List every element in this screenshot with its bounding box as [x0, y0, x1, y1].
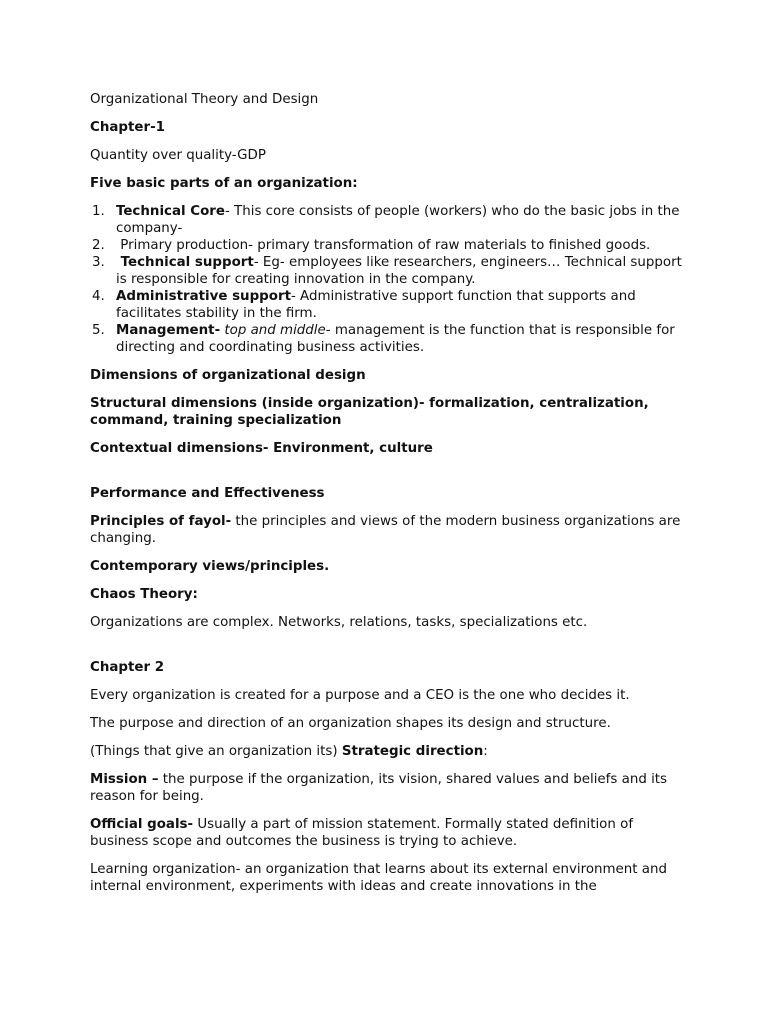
list-item	[90, 288, 685, 322]
list-item	[90, 237, 685, 254]
purpose-ceo-line: Every organization is created for a purpose and a CEO is the one who decides it.	[90, 688, 630, 703]
list-text: - Administrative support function that supports and facilitates stability in the firm.	[116, 289, 636, 321]
strategic-pre: (Things that give an organization its)	[90, 744, 342, 759]
list-item	[90, 322, 685, 356]
complex-line: Organizations are complex. Networks, relations, tasks, specializations etc.	[90, 615, 588, 630]
quantity-line: Quantity over quality-GDP	[90, 148, 266, 163]
strategic-term: Strategic direction	[341, 744, 484, 759]
purpose-direction-line: The purpose and direction of an organization shapes its design and structure.	[90, 716, 611, 731]
spacer	[90, 468, 685, 485]
list-term: Technical support	[116, 255, 254, 270]
spacer	[90, 642, 685, 659]
list-item	[90, 254, 685, 288]
list-number: 2.	[92, 238, 105, 253]
document-title: Organizational Theory and Design	[90, 92, 319, 107]
list-term: Administrative support	[116, 289, 291, 304]
list-text: - management is the function that is responsible for directing and coordinating business activities.	[116, 323, 675, 355]
strategic-post: :	[483, 744, 488, 759]
fayol-text: the principles and views of the modern business organizations are changing.	[90, 514, 681, 546]
fayol-term: Principles of fayol-	[90, 514, 232, 529]
list-number: 1.	[92, 204, 105, 219]
mission-term: Mission –	[90, 772, 159, 787]
document-page	[90, 91, 685, 906]
list-number: 4.	[92, 289, 105, 304]
mission-paragraph	[90, 771, 685, 805]
list-term: Management-	[116, 323, 221, 338]
contemporary-heading: Contemporary views/principles.	[90, 559, 330, 574]
structural-dimensions: Structural dimensions (inside organization)- formalization, centralization, command, training specialization	[90, 396, 649, 428]
fayol-paragraph	[90, 513, 685, 547]
list-text: - This core consists of people (workers) who do the basic jobs in the company-	[116, 204, 680, 236]
learning-paragraph: Learning organization- an organization that learns about its external environment and internal environment, experiments with ideas and create innovations in the	[90, 862, 667, 894]
dimensions-heading: Dimensions of organizational design	[90, 368, 366, 383]
five-parts-heading: Five basic parts of an organization:	[90, 176, 358, 191]
strategic-direction-line	[90, 743, 685, 760]
goals-paragraph	[90, 816, 685, 850]
list-term: Technical Core	[116, 204, 225, 219]
chapter-1-heading: Chapter-1	[90, 120, 165, 135]
list-number: 3.	[92, 255, 105, 270]
list-item	[90, 203, 685, 237]
five-parts-list	[90, 203, 685, 356]
list-text: - Eg- employees like researchers, engineers… Technical support is responsible for creating innovation in the company.	[116, 255, 682, 287]
contextual-dimensions: Contextual dimensions- Environment, culture	[90, 441, 433, 456]
chaos-heading: Chaos Theory:	[90, 587, 198, 602]
performance-heading: Performance and Effectiveness	[90, 486, 325, 501]
list-text: Primary production- primary transformation of raw materials to finished goods.	[116, 238, 651, 253]
goals-term: Official goals-	[90, 817, 194, 832]
list-italic: top and middle	[220, 323, 326, 338]
list-number: 5.	[92, 323, 105, 338]
chapter-2-heading: Chapter 2	[90, 660, 165, 675]
goals-text: Usually a part of mission statement. Formally stated definition of business scope and outcomes the business is trying to achieve.	[90, 817, 634, 849]
mission-text: the purpose if the organization, its vision, shared values and beliefs and its reason for being.	[90, 772, 668, 804]
